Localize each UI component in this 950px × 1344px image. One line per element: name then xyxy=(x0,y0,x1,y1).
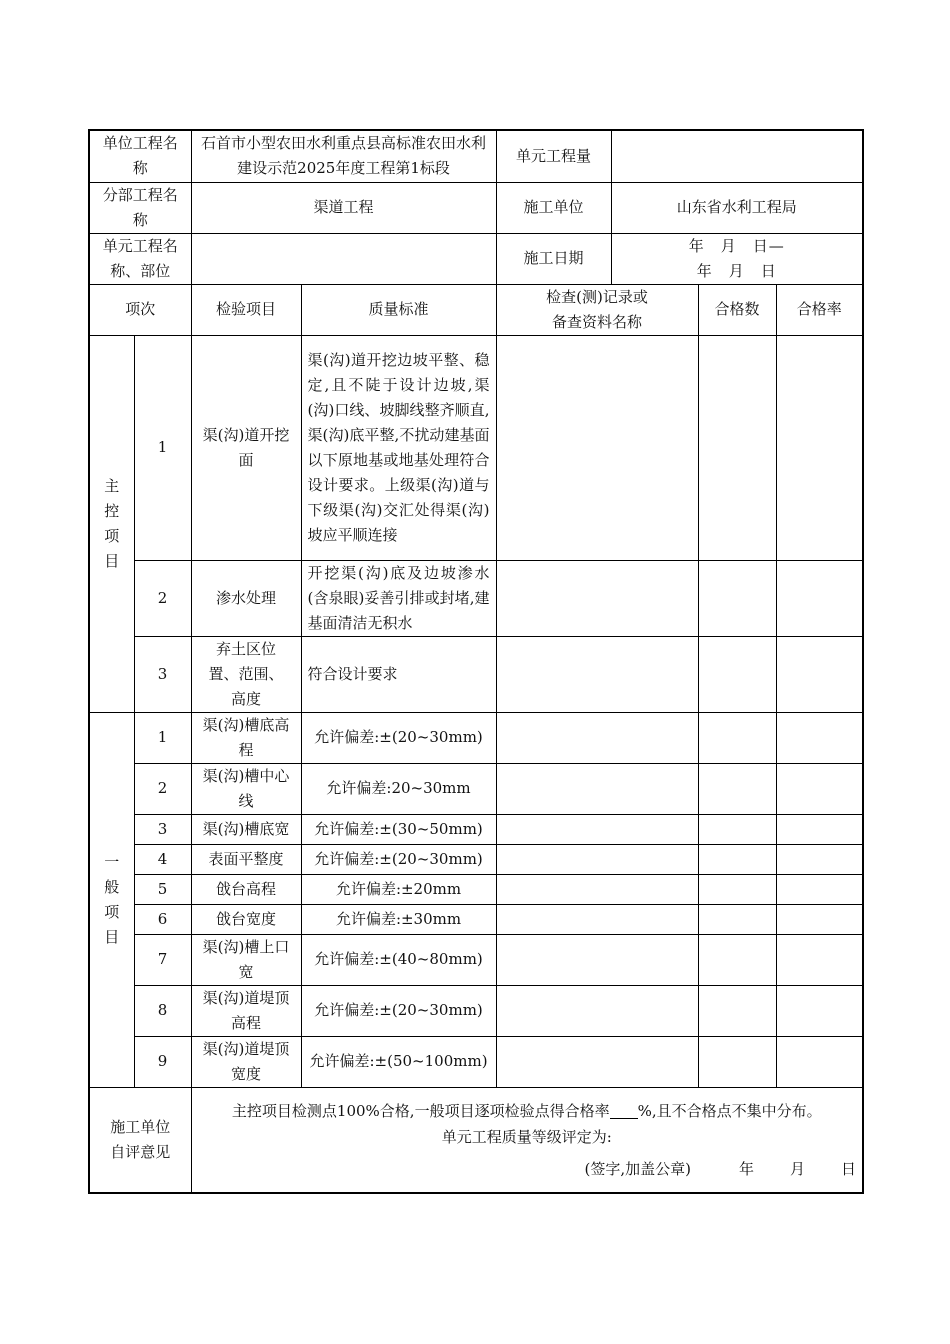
main-row-1-record[interactable] xyxy=(496,335,698,560)
opinion-line-1-before: 主控项目检测点100%合格,一般项目逐项检验点得合格率 xyxy=(231,1101,610,1120)
construction-date-label: 施工日期 xyxy=(496,233,611,284)
sign-day: 日 xyxy=(841,1159,857,1178)
general-row-9-standard: 允许偏差:±(50~100mm) xyxy=(301,1036,496,1087)
general-row-2-record[interactable] xyxy=(496,763,698,814)
general-label: 一般项目 xyxy=(89,712,134,1087)
self-evaluation-label: 施工单位自评意见 xyxy=(89,1087,191,1193)
element-name-value[interactable] xyxy=(191,233,496,284)
general-row-6-record[interactable] xyxy=(496,904,698,934)
col-pass-count: 合格数 xyxy=(698,284,776,335)
main-row-1-no: 1 xyxy=(134,335,191,560)
col-pass-rate: 合格率 xyxy=(776,284,863,335)
general-row-7-no: 7 xyxy=(134,934,191,985)
main-row-3-record[interactable] xyxy=(496,636,698,712)
general-row-7-pass-count[interactable] xyxy=(698,934,776,985)
general-row-3-pass-count[interactable] xyxy=(698,814,776,844)
general-row-6-no: 6 xyxy=(134,904,191,934)
signature-line xyxy=(198,1156,857,1182)
general-row-4-item: 表面平整度 xyxy=(191,844,301,874)
element-quantity-label: 单元工程量 xyxy=(496,130,611,182)
general-row-1-pass-rate[interactable] xyxy=(776,712,863,763)
main-row-1-standard xyxy=(301,335,496,560)
element-quantity-value[interactable] xyxy=(611,130,863,182)
main-control-label: 主控项目 xyxy=(89,335,134,712)
general-row-2-standard: 允许偏差:20~30mm xyxy=(301,763,496,814)
col-item-no: 项次 xyxy=(89,284,191,335)
general-row-4-standard: 允许偏差:±(20~30mm) xyxy=(301,844,496,874)
general-row-9-no: 9 xyxy=(134,1036,191,1087)
main-row-3-pass-rate[interactable] xyxy=(776,636,863,712)
general-row-7-standard: 允许偏差:±(40~80mm) xyxy=(301,934,496,985)
general-row-9-pass-rate[interactable] xyxy=(776,1036,863,1087)
general-row-8-standard: 允许偏差:±(20~30mm) xyxy=(301,985,496,1036)
general-row-3-item: 渠(沟)槽底宽 xyxy=(191,814,301,844)
sign-year: 年 xyxy=(738,1159,754,1178)
sub-project-value: 渠道工程 xyxy=(191,182,496,233)
main-row-2-no: 2 xyxy=(134,560,191,636)
general-row-5-pass-rate[interactable] xyxy=(776,874,863,904)
main-row-3-no: 3 xyxy=(134,636,191,712)
general-row-8-pass-rate[interactable] xyxy=(776,985,863,1036)
pass-rate-blank[interactable] xyxy=(610,1100,638,1119)
sub-project-label: 分部工程名称 xyxy=(89,182,191,233)
general-row-8-pass-count[interactable] xyxy=(698,985,776,1036)
general-row-2-item: 渠(沟)槽中心线 xyxy=(191,763,301,814)
col-quality-standard: 质量标准 xyxy=(301,284,496,335)
general-row-2-pass-count[interactable] xyxy=(698,763,776,814)
general-row-6-pass-count[interactable] xyxy=(698,904,776,934)
general-row-1-record[interactable] xyxy=(496,712,698,763)
general-row-3-record[interactable] xyxy=(496,814,698,844)
main-row-2-standard xyxy=(301,560,496,636)
general-row-1-pass-count[interactable] xyxy=(698,712,776,763)
signature-note: (签字,加盖公章) xyxy=(584,1159,691,1178)
contractor-value: 山东省水利工程局 xyxy=(611,182,863,233)
general-row-5-pass-count[interactable] xyxy=(698,874,776,904)
main-row-1-standard-text: 渠(沟)道开挖边坡平整、稳定,且不陡于设计边坡,渠(沟)口线、坡脚线整齐顺直,渠(沟)底平整,不扰动建基面以下原地基或地基处理符合设计要求。上级渠(沟)道与下级渠(沟)交汇处得渠(沟)坡应平顺连接 xyxy=(307,350,490,544)
general-row-6-item: 戗台宽度 xyxy=(191,904,301,934)
general-row-3-standard: 允许偏差:±(30~50mm) xyxy=(301,814,496,844)
general-row-3-pass-rate[interactable] xyxy=(776,814,863,844)
col-record: 检查(测)记录或备查资料名称 xyxy=(496,284,698,335)
general-row-6-standard: 允许偏差:±30mm xyxy=(301,904,496,934)
col-inspection-item: 检验项目 xyxy=(191,284,301,335)
date-line-end: 年 月 日 xyxy=(696,261,777,280)
general-row-5-standard: 允许偏差:±20mm xyxy=(301,874,496,904)
general-row-2-pass-rate[interactable] xyxy=(776,763,863,814)
main-row-2-pass-rate[interactable] xyxy=(776,560,863,636)
main-row-2-record[interactable] xyxy=(496,560,698,636)
general-row-3-no: 3 xyxy=(134,814,191,844)
general-row-7-item: 渠(沟)槽上口宽 xyxy=(191,934,301,985)
element-name-label: 单元工程名称、部位 xyxy=(89,233,191,284)
main-row-2-item: 渗水处理 xyxy=(191,560,301,636)
unit-project-value: 石首市小型农田水利重点县高标准农田水利建设示范2025年度工程第1标段 xyxy=(191,130,496,182)
main-row-1-pass-rate[interactable] xyxy=(776,335,863,560)
quality-inspection-table xyxy=(88,129,864,1194)
date-line-start: 年 月 日— xyxy=(688,236,785,255)
main-row-1-item: 渠(沟)道开挖面 xyxy=(191,335,301,560)
main-row-3-pass-count[interactable] xyxy=(698,636,776,712)
general-row-4-no: 4 xyxy=(134,844,191,874)
opinion-line-1 xyxy=(198,1098,857,1124)
unit-project-label: 单位工程名称 xyxy=(89,130,191,182)
general-row-8-item: 渠(沟)道堤顶高程 xyxy=(191,985,301,1036)
main-row-3-item: 弃土区位置、范围、高度 xyxy=(191,636,301,712)
general-row-4-pass-rate[interactable] xyxy=(776,844,863,874)
main-row-2-standard-text: 开挖渠(沟)底及边坡渗水(含泉眼)妥善引排或封堵,建基面清洁无积水 xyxy=(307,563,490,632)
main-row-3-standard: 符合设计要求 xyxy=(301,636,496,712)
general-row-5-record[interactable] xyxy=(496,874,698,904)
sign-month: 月 xyxy=(790,1159,806,1178)
construction-date-value[interactable] xyxy=(611,233,863,284)
opinion-line-2: 单元工程质量等级评定为: xyxy=(441,1127,612,1146)
inspection-form xyxy=(88,129,862,1194)
opinion-line-1-after: %,且不合格点不集中分布。 xyxy=(637,1101,822,1120)
general-row-4-pass-count[interactable] xyxy=(698,844,776,874)
general-row-7-pass-rate[interactable] xyxy=(776,934,863,985)
contractor-label: 施工单位 xyxy=(496,182,611,233)
general-row-1-item: 渠(沟)槽底高程 xyxy=(191,712,301,763)
general-row-9-item: 渠(沟)道堤顶宽度 xyxy=(191,1036,301,1087)
general-row-8-no: 8 xyxy=(134,985,191,1036)
general-row-6-pass-rate[interactable] xyxy=(776,904,863,934)
general-row-2-no: 2 xyxy=(134,763,191,814)
general-row-5-item: 戗台高程 xyxy=(191,874,301,904)
main-row-2-pass-count[interactable] xyxy=(698,560,776,636)
general-row-9-record[interactable] xyxy=(496,1036,698,1087)
general-row-9-pass-count[interactable] xyxy=(698,1036,776,1087)
main-row-1-pass-count[interactable] xyxy=(698,335,776,560)
general-row-4-record[interactable] xyxy=(496,844,698,874)
general-row-8-record[interactable] xyxy=(496,985,698,1036)
general-row-7-record[interactable] xyxy=(496,934,698,985)
self-evaluation-content[interactable] xyxy=(191,1087,863,1193)
general-row-1-standard: 允许偏差:±(20~30mm) xyxy=(301,712,496,763)
general-row-1-no: 1 xyxy=(134,712,191,763)
general-row-5-no: 5 xyxy=(134,874,191,904)
